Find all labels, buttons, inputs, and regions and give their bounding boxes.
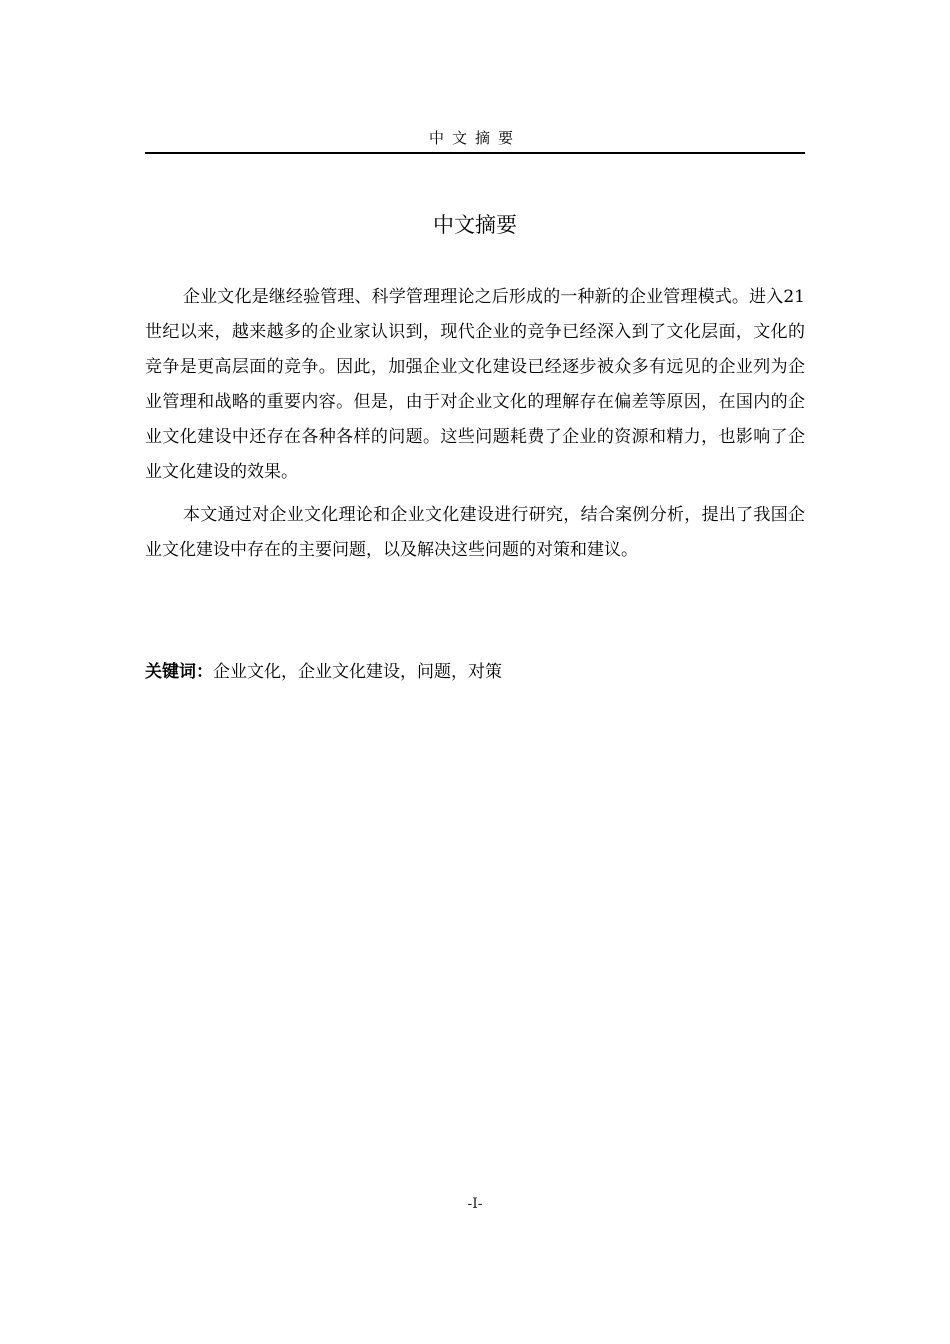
header-divider xyxy=(145,152,805,154)
keywords-label: 关键词： xyxy=(145,662,213,682)
abstract-paragraph-1: 企业文化是继经验管理、科学管理理论之后形成的一种新的企业管理模式。进入21世纪以来，越来越多的企业家认识到，现代企业的竞争已经深入到了文化层面，文化的竞争是更高层面的竞争。因此，加强企业文化建设已经逐步被众多有远见的企业列为企业管理和战略的重要内容。但是，由于对企业文化的理解存在偏差等原因，在国内的企业文化建设中还存在各种各样的问题。这些问题耗费了企业的资源和精力，也影响了企业文化建设的效果。 xyxy=(145,287,805,482)
keywords-line xyxy=(145,655,805,690)
keywords-value: 企业文化，企业文化建设，问题，对策 xyxy=(213,662,502,682)
running-header: 中文摘要 xyxy=(428,129,521,147)
page-title: 中文摘要 xyxy=(433,213,517,237)
abstract-body xyxy=(145,280,805,576)
abstract-paragraph-2: 本文通过对企业文化理论和企业文化建设进行研究，结合案例分析，提出了我国企业文化建设中存在的主要问题，以及解决这些问题的对策和建议。 xyxy=(145,505,805,560)
page-number: -I- xyxy=(467,1196,483,1212)
